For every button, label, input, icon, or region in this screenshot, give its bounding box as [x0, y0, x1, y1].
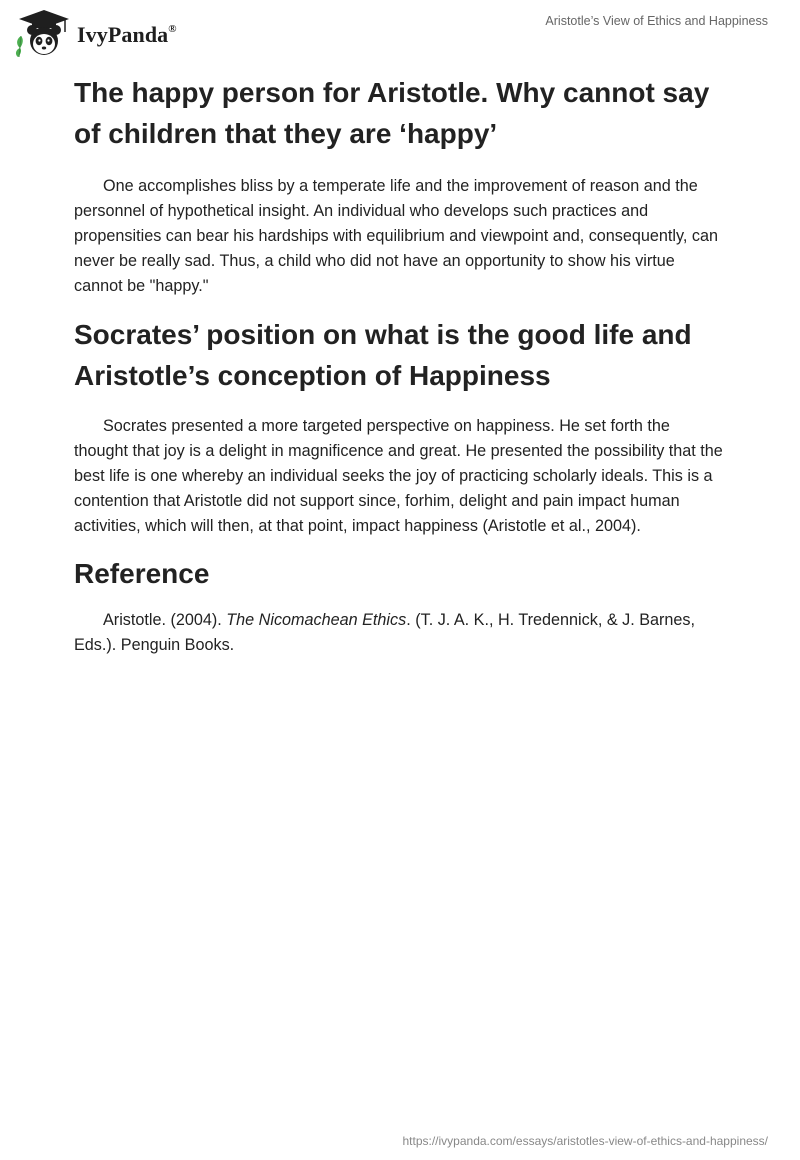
footer-url[interactable]: https://ivypanda.com/essays/aristotles-view-of-ethics-and-happiness/: [402, 1134, 768, 1148]
panda-graduate-icon: [15, 8, 73, 58]
registered-mark: ®: [168, 22, 177, 35]
section-heading: The happy person for Aristotle. Why cannot say of children that they are ‘happy’: [74, 77, 710, 149]
section-heading: Socrates’ position on what is the good life and Aristotle’s conception of Happiness: [74, 319, 692, 391]
ivypanda-logo[interactable]: [15, 8, 177, 58]
running-title: Aristotle’s View of Ethics and Happiness: [545, 14, 768, 28]
section-paragraph: One accomplishes bliss by a temperate life and the improvement of reason and the personnel of hypothetical insight. An individual who develops such practices and propensities can bear his hardships with equilibrium and viewpoint and, consequently, can never be really sad. Thus, a child who did not have an opportunity to show his virtue cannot be "happy.": [74, 177, 718, 295]
reference-details: . (T. J. A. K., H. Tredennick, & J. Barnes, Eds.). Penguin Books.: [74, 611, 695, 654]
page-header: [0, 0, 800, 70]
reference-title: The Nicomachean Ethics: [226, 611, 407, 629]
reference-heading: Reference: [74, 558, 210, 589]
section-paragraph: Socrates presented a more targeted perspective on happiness. He set forth the thought that joy is a delight in magnificence and great. He presented the possibility that the best life is one whereby an individual seeks the joy of practicing scholarly ideals. This is a contention that Aristotle did not support since, forhim, delight and pain impact human activities, which will then, at that point, impact happiness (Aristotle et al., 2004).: [74, 417, 723, 535]
brand-text: IvyPanda: [77, 22, 169, 47]
essay-content: [74, 72, 726, 658]
brand-name: [77, 22, 177, 48]
reference-entry: [74, 608, 726, 658]
reference-author-year: Aristotle. (2004).: [103, 611, 227, 629]
